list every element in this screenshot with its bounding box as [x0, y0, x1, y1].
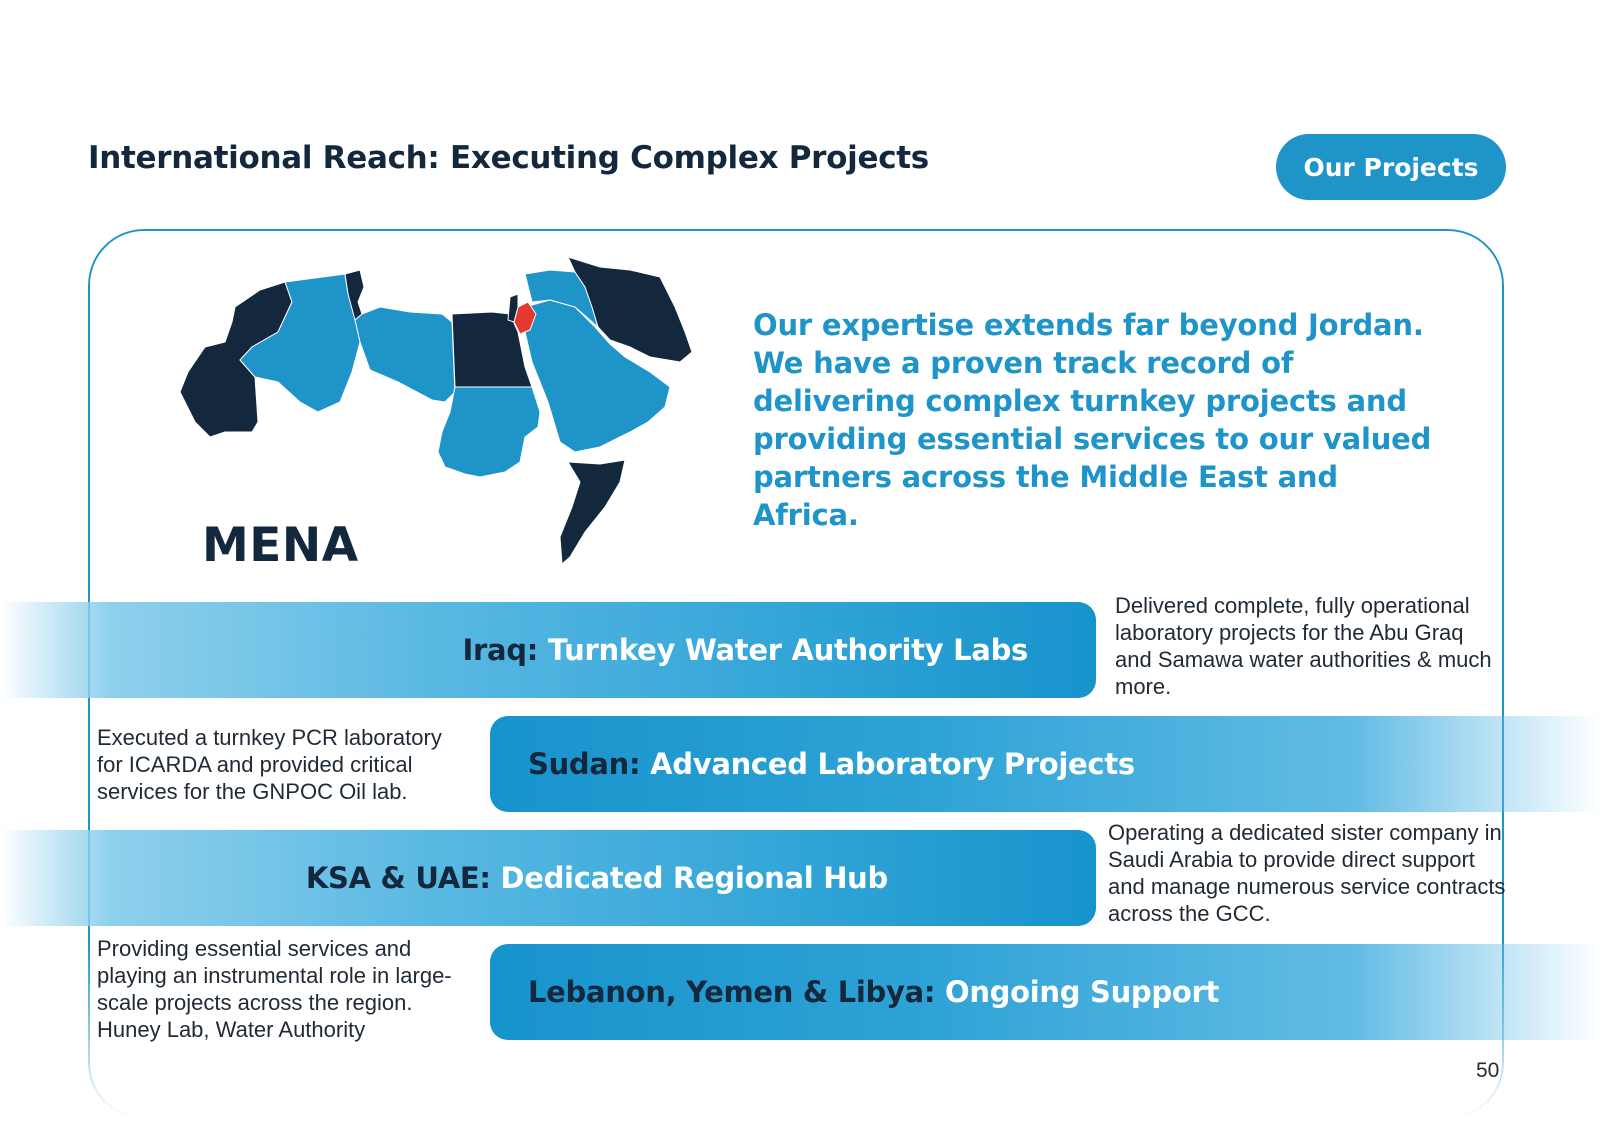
region-label: MENA: [202, 518, 359, 573]
project-description-ksa-uae: Operating a dedicated sister company in Saudi Arabia to provide direct support and manage numerous service contracts across the GCC.: [1108, 820, 1506, 926]
page-title: International Reach: Executing Complex Projects: [88, 140, 929, 176]
project-headline: Turnkey Water Authority Labs: [547, 633, 1028, 667]
project-location: Lebanon, Yemen & Libya:: [528, 975, 936, 1009]
project-location: Sudan:: [528, 747, 641, 781]
map-sudan: [438, 387, 540, 477]
map-libya: [355, 307, 455, 402]
project-headline: Ongoing Support: [944, 975, 1220, 1009]
map-somalia: [560, 460, 625, 564]
intro-text: Our expertise extends far beyond Jordan. We have a proven track record of delivering complex turnkey projects and providing essential services to our valued partners across the Middle East and Africa.: [753, 308, 1432, 532]
project-description-sudan: Executed a turnkey PCR laboratory for ICARDA and provided critical services for the GNPOC Oil lab.: [97, 725, 442, 804]
project-headline: Advanced Laboratory Projects: [650, 747, 1135, 781]
project-band-sudan: [490, 716, 1600, 812]
project-band-iraq: [0, 602, 1096, 698]
project-description-iraq: Delivered complete, fully operational laboratory projects for the Abu Graq and Samawa water authorities & much more.: [1115, 593, 1492, 699]
our-projects-badge: Our Projects: [1276, 134, 1506, 200]
project-location: KSA & UAE:: [305, 861, 491, 895]
project-location: Iraq:: [462, 633, 539, 667]
project-band-lebanon-yemen-libya: [490, 944, 1600, 1040]
project-headline: Dedicated Regional Hub: [500, 861, 888, 895]
project-band-ksa-uae: [0, 830, 1096, 926]
page-number: 50: [1476, 1059, 1500, 1082]
project-description-lebanon-yemen-libya: Providing essential services and playing an instrumental role in large-scale projects across the region. Huney Lab, Water Authority: [97, 936, 452, 1042]
